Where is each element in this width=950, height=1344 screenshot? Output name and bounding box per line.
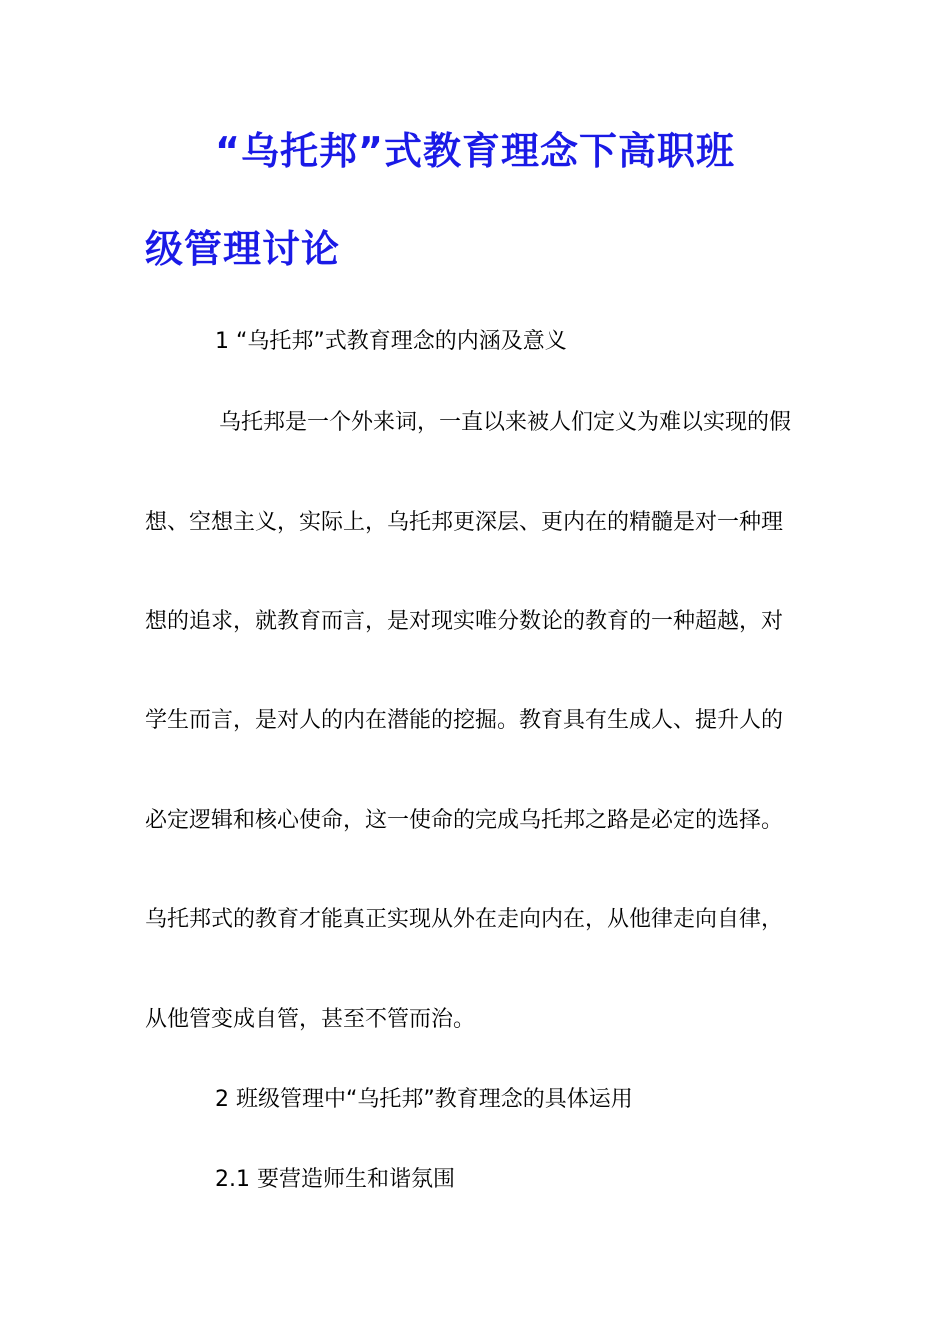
section-2-heading: 2 班级管理中“乌托邦”教育理念的具体运用 xyxy=(215,1087,633,1112)
paragraph-line-3: 想的追求，就教育而言，是对现实唯分数论的教育的一种超越，对 xyxy=(145,609,784,634)
paragraph-line-2: 想、空想主义，实际上，乌托邦更深层、更内在的精髓是对一种理 xyxy=(145,510,784,535)
paragraph-line-6: 乌托邦式的教育才能真正实现从外在走向内在，从他律走向自律， xyxy=(145,907,784,932)
paragraph-line-1: 乌托邦是一个外来词，一直以来被人们定义为难以实现的假 xyxy=(219,410,792,435)
section-2-1-heading: 2.1 要营造师生和谐氛围 xyxy=(215,1167,455,1192)
section-1-heading: 1 “乌托邦”式教育理念的内涵及意义 xyxy=(215,329,567,354)
document-title-line-1: “乌托邦”式教育理念下高职班 xyxy=(215,129,735,173)
paragraph-line-5: 必定逻辑和核心使命，这一使命的完成乌托邦之路是必定的选择。 xyxy=(145,808,784,833)
document-title-line-2: 级管理讨论 xyxy=(145,227,341,271)
paragraph-line-7: 从他管变成自管，甚至不管而治。 xyxy=(145,1007,476,1032)
paragraph-line-4: 学生而言，是对人的内在潜能的挖掘。教育具有生成人、提升人的 xyxy=(145,708,784,733)
